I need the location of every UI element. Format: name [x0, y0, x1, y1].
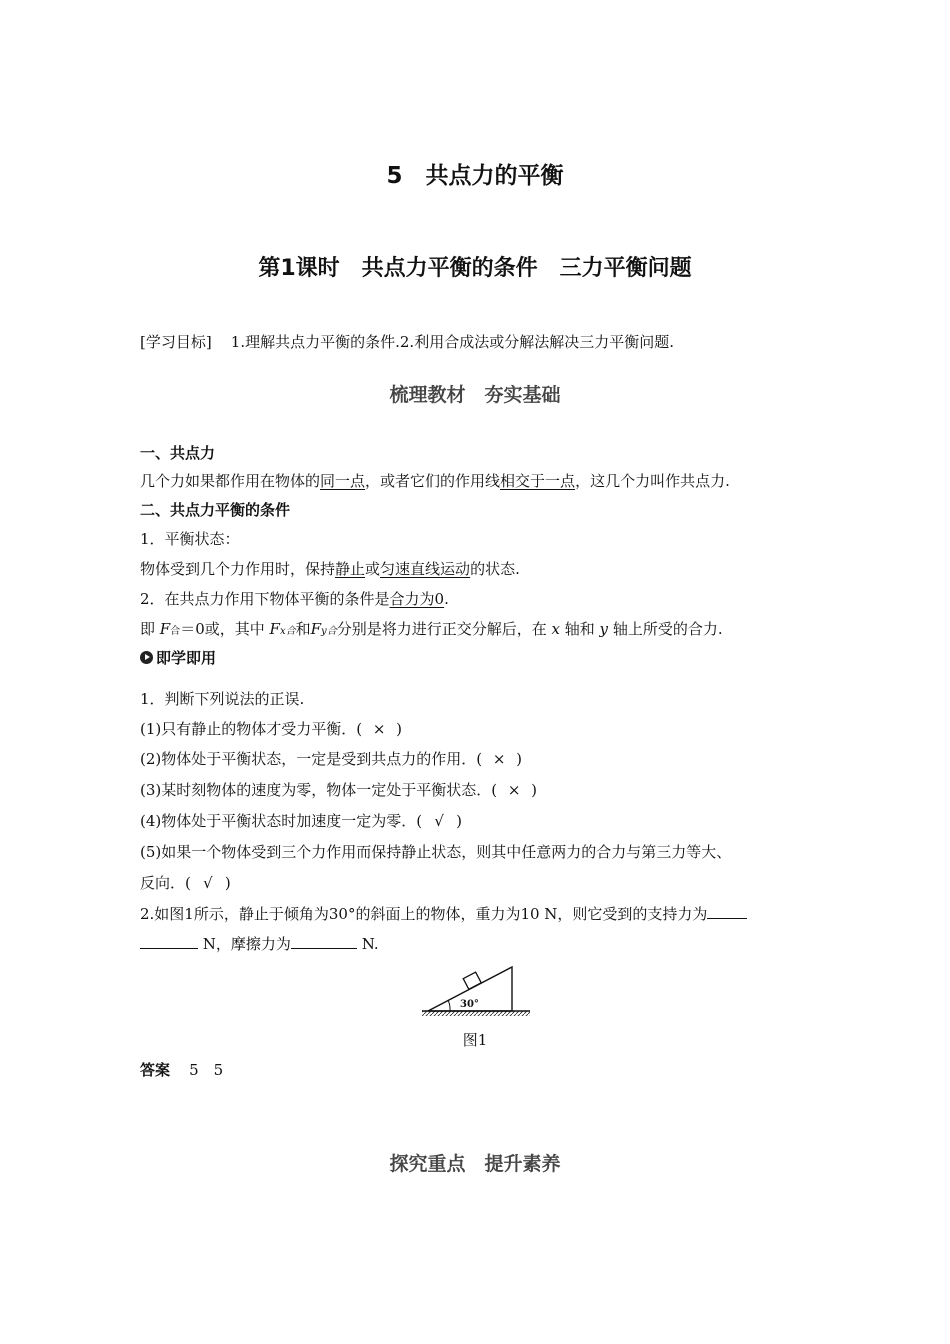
answer-underline: 匀速直线运动	[380, 560, 471, 578]
answer-line	[140, 1060, 223, 1080]
definition-paragraph	[140, 471, 730, 491]
incline-figure	[420, 962, 532, 1020]
text: 或	[365, 560, 381, 578]
equilibrium-condition-paragraph	[140, 589, 449, 609]
judgement-mark: √	[434, 812, 444, 830]
text: ，这几个力叫作共点力.	[575, 472, 730, 490]
text: 轴和	[564, 620, 595, 638]
text: )	[396, 720, 402, 738]
section-heading-explore: 探究重点 提升素养	[389, 1153, 561, 1175]
question-2-line2	[140, 934, 379, 954]
subscript: 合	[170, 626, 181, 637]
judgement-mark: ×	[507, 781, 521, 799]
heading-equilibrium-conditions: 二、共点力平衡的条件	[140, 501, 291, 519]
text: 轴上所受的合力.	[612, 620, 723, 638]
section-heading-basics: 梳理教材 夯实基础	[389, 384, 561, 406]
judgement-item-5-line2	[140, 873, 231, 893]
objectives-label: [学习目标]	[140, 333, 212, 351]
force-symbol: F	[310, 620, 322, 638]
objectives-text: 1.理解共点力平衡的条件.2.利用合成法或分解法解决三力平衡问题.	[230, 333, 674, 351]
ground-hatching	[422, 1011, 530, 1016]
answer-underline: 静止	[335, 560, 366, 578]
answer-values: 5 5	[189, 1061, 224, 1079]
judgement-item	[140, 811, 462, 831]
subscript: y合	[321, 626, 337, 637]
judgement-mark: ×	[372, 720, 386, 738]
judgement-mark: ×	[492, 750, 506, 768]
learning-objectives	[140, 332, 674, 352]
item-equilibrium-state: 1．平衡状态：	[140, 530, 240, 548]
text: N，摩擦力为	[202, 935, 291, 953]
text: 即	[140, 620, 156, 638]
answer-label: 答案	[140, 1061, 171, 1079]
judgement-item	[140, 780, 537, 800]
subscript: x合	[279, 626, 296, 637]
lesson-subtitle: 第1课时 共点力平衡的条件 三力平衡问题	[258, 256, 692, 281]
question-2-line1	[140, 904, 747, 924]
text: 和	[295, 620, 311, 638]
answer-underline: 合力为0	[389, 590, 445, 608]
practice-label	[140, 648, 216, 668]
block	[463, 972, 481, 989]
text: 分别是将力进行正交分解后，在	[336, 620, 547, 638]
text: (4)物体处于平衡状态时加速度一定为零．(	[140, 812, 423, 830]
play-icon	[140, 651, 153, 664]
angle-label: 30°	[460, 999, 479, 1010]
component-note-paragraph	[140, 619, 723, 642]
text: )	[516, 750, 522, 768]
answer-underline: 同一点	[320, 472, 366, 490]
text: 几个力如果都作用在物体的	[140, 472, 321, 490]
question-1-stem: 1．判断下列说法的正误.	[140, 690, 305, 708]
text: (1)只有静止的物体才受力平衡．(	[140, 720, 363, 738]
text: )	[531, 781, 537, 799]
judgement-mark: √	[203, 874, 213, 892]
text: ＝0或，其中	[180, 620, 265, 638]
axis-symbol: x	[551, 620, 560, 638]
answer-blank	[140, 934, 198, 949]
heading-concurrent-forces: 一、共点力	[140, 444, 216, 462]
text: ，或者它们的作用线	[365, 472, 501, 490]
answer-blank	[291, 934, 357, 949]
equilibrium-state-paragraph	[140, 559, 520, 579]
force-symbol: F	[269, 620, 280, 638]
practice-label-text: 即学即用	[156, 649, 217, 667]
text: 的状态.	[470, 560, 520, 578]
judgement-item	[140, 719, 402, 739]
angle-arc	[448, 1000, 450, 1011]
text: )	[224, 874, 231, 892]
text: .	[444, 590, 449, 608]
text: )	[456, 812, 462, 830]
answer-blank	[707, 904, 747, 919]
answer-underline: 相交于一点	[500, 472, 576, 490]
force-symbol: F	[159, 620, 171, 638]
lesson-title: 5 共点力的平衡	[386, 163, 564, 189]
text: 反向．(	[140, 874, 191, 892]
text: (3)某时刻物体的速度为零，物体一定处于平衡状态．(	[140, 781, 498, 799]
text: 物体受到几个力作用时，保持	[140, 560, 336, 578]
text: 2．在共点力作用下物体平衡的条件是	[140, 590, 390, 608]
axis-symbol: y	[599, 620, 609, 638]
text: (2)物体处于平衡状态，一定是受到共点力的作用．(	[140, 750, 483, 768]
judgement-item	[140, 749, 522, 769]
judgement-item-5-line1: (5)如果一个物体受到三个力作用而保持静止状态，则其中任意两力的合力与第三力等大、	[140, 843, 732, 861]
text: 2.如图1所示，静止于倾角为30°的斜面上的物体，重力为10 N，则它受到的支持力为	[140, 905, 708, 923]
text: N.	[361, 935, 379, 953]
figure-caption: 图1	[462, 1031, 488, 1049]
